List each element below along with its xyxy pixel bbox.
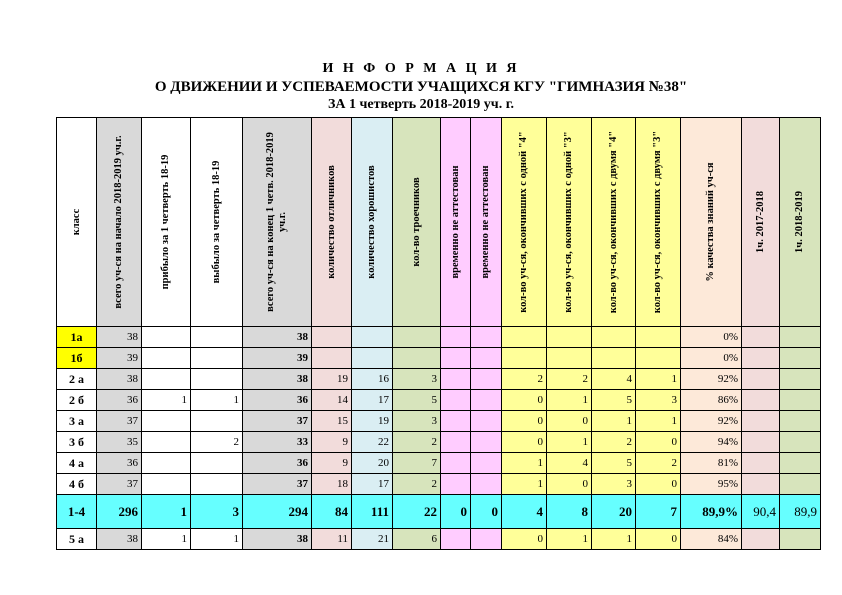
table-row — [57, 474, 821, 495]
value-cell — [191, 411, 243, 432]
value-cell: 36 — [97, 453, 142, 474]
value-cell — [742, 369, 780, 390]
value-cell: 37 — [97, 474, 142, 495]
value-cell: 9 — [312, 432, 352, 453]
value-cell: 1 — [142, 495, 191, 529]
value-cell: 8 — [547, 495, 592, 529]
value-cell: 0 — [441, 495, 471, 529]
header-cell: временно не аттестован — [441, 118, 471, 327]
header-row — [57, 118, 821, 327]
header-cell: 1ч. 2018-2019 — [780, 118, 821, 327]
table-row — [57, 453, 821, 474]
value-cell: 19 — [312, 369, 352, 390]
value-cell: 7 — [636, 495, 681, 529]
value-cell: 1 — [191, 529, 243, 550]
value-cell: 39 — [243, 348, 312, 369]
value-cell: 2 — [636, 453, 681, 474]
value-cell: 37 — [243, 411, 312, 432]
value-cell: 7 — [393, 453, 441, 474]
value-cell — [312, 327, 352, 348]
value-cell: 22 — [352, 432, 393, 453]
value-cell — [142, 432, 191, 453]
value-cell: 36 — [243, 390, 312, 411]
value-cell: 5 — [592, 390, 636, 411]
value-cell: 19 — [352, 411, 393, 432]
class-cell: 1-4 — [57, 495, 97, 529]
value-cell: 2 — [502, 369, 547, 390]
value-cell — [471, 369, 502, 390]
value-cell — [742, 327, 780, 348]
table-row — [57, 369, 821, 390]
report-period: ЗА 1 четверть 2018-2019 уч. г. — [328, 97, 514, 112]
value-cell: 0% — [681, 327, 742, 348]
header-cell: выбыло за четверть 18-19 — [191, 118, 243, 327]
value-cell — [471, 411, 502, 432]
value-cell — [471, 348, 502, 369]
value-cell: 1 — [592, 411, 636, 432]
value-cell: 0 — [502, 411, 547, 432]
value-cell: 1 — [636, 369, 681, 390]
value-cell: 296 — [97, 495, 142, 529]
value-cell: 22 — [393, 495, 441, 529]
value-cell: 2 — [592, 432, 636, 453]
value-cell: 3 — [191, 495, 243, 529]
value-cell — [191, 474, 243, 495]
value-cell: 1 — [142, 529, 191, 550]
value-cell: 0 — [636, 474, 681, 495]
value-cell: 2 — [547, 369, 592, 390]
table-row — [57, 327, 821, 348]
value-cell — [142, 411, 191, 432]
value-cell: 84% — [681, 529, 742, 550]
value-cell: 1 — [636, 411, 681, 432]
value-cell: 90,4 — [742, 495, 780, 529]
value-cell: 20 — [352, 453, 393, 474]
value-cell — [471, 390, 502, 411]
value-cell: 5 — [592, 453, 636, 474]
value-cell — [142, 369, 191, 390]
value-cell: 2 — [191, 432, 243, 453]
value-cell: 92% — [681, 369, 742, 390]
value-cell — [780, 529, 821, 550]
value-cell: 81% — [681, 453, 742, 474]
table-row — [57, 495, 821, 529]
value-cell: 3 — [393, 411, 441, 432]
header-cell: количество хорошистов — [352, 118, 393, 327]
value-cell — [191, 348, 243, 369]
value-cell: 17 — [352, 474, 393, 495]
value-cell — [742, 432, 780, 453]
report-subtitle: О ДВИЖЕНИИ И УСПЕВАЕМОСТИ УЧАЩИХСЯ КГУ "ГИМНАЗИЯ №38" — [154, 79, 688, 95]
value-cell: 2 — [393, 474, 441, 495]
table-row — [57, 411, 821, 432]
value-cell: 37 — [97, 411, 142, 432]
value-cell — [780, 348, 821, 369]
value-cell: 5 — [393, 390, 441, 411]
value-cell — [742, 474, 780, 495]
value-cell — [502, 327, 547, 348]
value-cell: 38 — [97, 327, 142, 348]
value-cell: 89,9 — [780, 495, 821, 529]
header-cell: всего уч-ся на конец 1 четв. 2018-2019 уч.г. — [243, 118, 312, 327]
value-cell: 89,9% — [681, 495, 742, 529]
value-cell: 38 — [243, 529, 312, 550]
value-cell — [780, 432, 821, 453]
value-cell — [142, 474, 191, 495]
value-cell: 6 — [393, 529, 441, 550]
value-cell — [780, 474, 821, 495]
value-cell: 0% — [681, 348, 742, 369]
value-cell — [441, 529, 471, 550]
value-cell: 0 — [502, 432, 547, 453]
value-cell: 1 — [502, 474, 547, 495]
value-cell: 35 — [97, 432, 142, 453]
class-cell: 5 а — [57, 529, 97, 550]
value-cell: 11 — [312, 529, 352, 550]
value-cell — [742, 529, 780, 550]
value-cell: 86% — [681, 390, 742, 411]
class-cell: 3 б — [57, 432, 97, 453]
value-cell — [471, 474, 502, 495]
value-cell — [142, 453, 191, 474]
value-cell: 0 — [502, 390, 547, 411]
value-cell — [780, 327, 821, 348]
class-cell: 4 б — [57, 474, 97, 495]
value-cell: 39 — [97, 348, 142, 369]
value-cell: 0 — [636, 432, 681, 453]
value-cell: 38 — [243, 369, 312, 390]
value-cell: 95% — [681, 474, 742, 495]
value-cell: 4 — [547, 453, 592, 474]
value-cell: 0 — [502, 529, 547, 550]
value-cell: 9 — [312, 453, 352, 474]
header-cell: кол-во уч-ся, окончивших с двумя "4" — [592, 118, 636, 327]
value-cell — [780, 411, 821, 432]
value-cell: 0 — [547, 411, 592, 432]
value-cell: 94% — [681, 432, 742, 453]
value-cell — [742, 411, 780, 432]
header-cell: временно не аттестован — [471, 118, 502, 327]
value-cell — [191, 453, 243, 474]
value-cell — [780, 369, 821, 390]
value-cell: 14 — [312, 390, 352, 411]
value-cell: 36 — [97, 390, 142, 411]
value-cell — [471, 432, 502, 453]
report-title: И Н Ф О Р М А Ц И Я — [322, 61, 520, 76]
value-cell — [742, 390, 780, 411]
header-cell: кол-во уч-ся, окончивших с одной "3" — [547, 118, 592, 327]
class-cell: 1б — [57, 348, 97, 369]
value-cell — [441, 369, 471, 390]
table-row — [57, 348, 821, 369]
table-row — [57, 390, 821, 411]
value-cell — [352, 348, 393, 369]
value-cell — [502, 348, 547, 369]
value-cell: 20 — [592, 495, 636, 529]
value-cell: 84 — [312, 495, 352, 529]
value-cell — [471, 529, 502, 550]
value-cell — [471, 327, 502, 348]
value-cell — [441, 327, 471, 348]
header-cell: прибыло за 1 четверть 18-19 — [142, 118, 191, 327]
header-cell: кол-во уч-ся, окончивших с одной "4" — [502, 118, 547, 327]
value-cell: 1 — [191, 390, 243, 411]
class-cell: 4 а — [57, 453, 97, 474]
value-cell — [636, 348, 681, 369]
value-cell: 18 — [312, 474, 352, 495]
value-cell — [191, 369, 243, 390]
header-cell: кол-во троечников — [393, 118, 441, 327]
value-cell: 38 — [97, 369, 142, 390]
value-cell: 0 — [636, 529, 681, 550]
value-cell — [547, 327, 592, 348]
value-cell — [592, 348, 636, 369]
value-cell: 38 — [243, 327, 312, 348]
class-cell: 2 а — [57, 369, 97, 390]
value-cell — [352, 327, 393, 348]
class-cell: 2 б — [57, 390, 97, 411]
value-cell: 92% — [681, 411, 742, 432]
value-cell: 1 — [502, 453, 547, 474]
value-cell: 0 — [471, 495, 502, 529]
table-row — [57, 432, 821, 453]
class-cell: 1а — [57, 327, 97, 348]
value-cell: 36 — [243, 453, 312, 474]
progress-table — [56, 117, 821, 550]
value-cell: 33 — [243, 432, 312, 453]
header-cell: класс — [57, 118, 97, 327]
value-cell — [441, 411, 471, 432]
value-cell — [636, 327, 681, 348]
value-cell — [441, 348, 471, 369]
value-cell: 3 — [592, 474, 636, 495]
value-cell: 1 — [547, 529, 592, 550]
value-cell — [312, 348, 352, 369]
value-cell: 3 — [393, 369, 441, 390]
value-cell: 2 — [393, 432, 441, 453]
value-cell: 3 — [636, 390, 681, 411]
value-cell — [441, 390, 471, 411]
value-cell: 1 — [547, 432, 592, 453]
value-cell: 15 — [312, 411, 352, 432]
value-cell — [142, 348, 191, 369]
value-cell: 37 — [243, 474, 312, 495]
value-cell: 1 — [592, 529, 636, 550]
header-cell: кол-во уч-ся, окончивших с двумя "3" — [636, 118, 681, 327]
header-cell: % качества знаний уч-ся — [681, 118, 742, 327]
value-cell — [592, 327, 636, 348]
value-cell — [441, 474, 471, 495]
value-cell: 38 — [97, 529, 142, 550]
value-cell — [393, 327, 441, 348]
value-cell — [780, 453, 821, 474]
value-cell — [742, 348, 780, 369]
value-cell — [780, 390, 821, 411]
value-cell — [471, 453, 502, 474]
value-cell — [441, 432, 471, 453]
value-cell — [441, 453, 471, 474]
value-cell: 21 — [352, 529, 393, 550]
value-cell: 17 — [352, 390, 393, 411]
value-cell — [547, 348, 592, 369]
value-cell: 0 — [547, 474, 592, 495]
value-cell: 1 — [142, 390, 191, 411]
value-cell: 16 — [352, 369, 393, 390]
header-cell: количество отличников — [312, 118, 352, 327]
value-cell — [742, 453, 780, 474]
value-cell: 4 — [502, 495, 547, 529]
value-cell — [142, 327, 191, 348]
value-cell — [393, 348, 441, 369]
table-row — [57, 529, 821, 550]
header-cell: всего уч-ся на начало 2018-2019 уч.г. — [97, 118, 142, 327]
value-cell — [191, 327, 243, 348]
class-cell: 3 а — [57, 411, 97, 432]
value-cell: 294 — [243, 495, 312, 529]
value-cell: 111 — [352, 495, 393, 529]
value-cell: 4 — [592, 369, 636, 390]
header-cell: 1ч. 2017-2018 — [742, 118, 780, 327]
value-cell: 1 — [547, 390, 592, 411]
